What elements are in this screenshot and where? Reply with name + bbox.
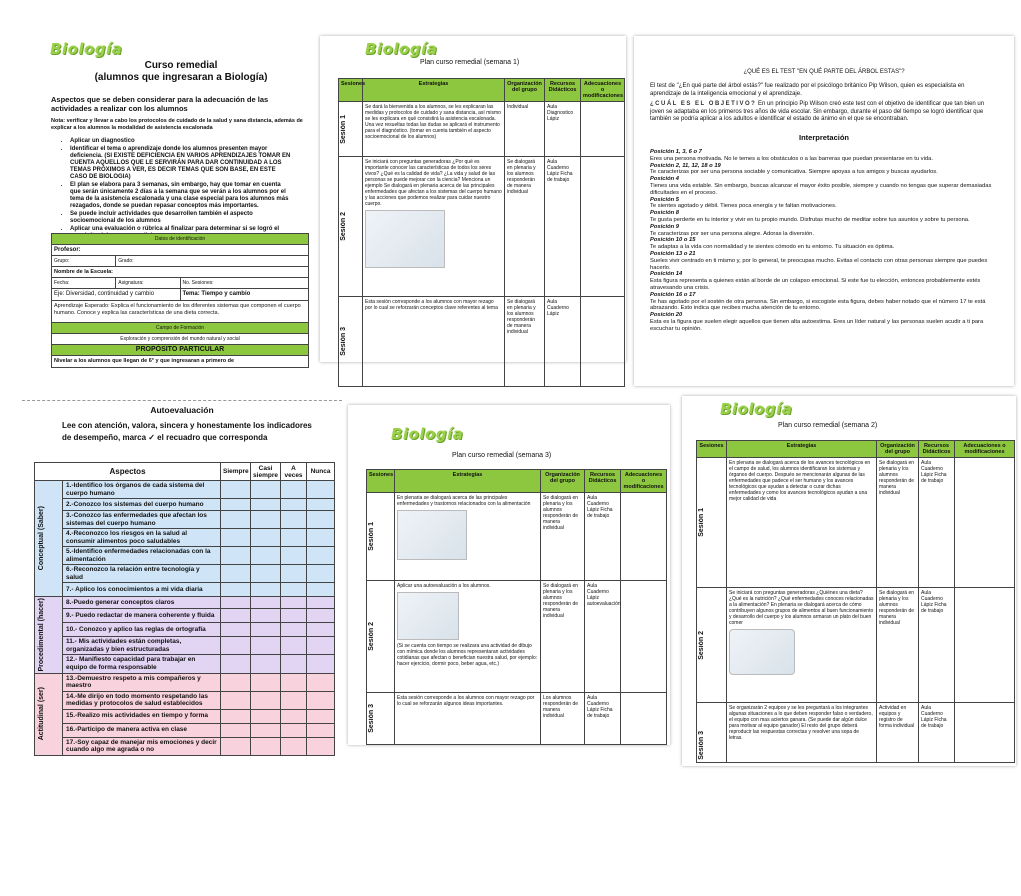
plan-table bbox=[366, 469, 667, 745]
check-siempre[interactable] bbox=[221, 637, 251, 655]
interp-text: Te sientes agotado y débil. Tienes poca energía y te faltan motivaciones. bbox=[650, 203, 837, 210]
body-systems-image bbox=[365, 210, 445, 268]
check-nunca[interactable] bbox=[307, 583, 335, 597]
check-casi[interactable] bbox=[251, 565, 281, 583]
aspect-item: 10.- Conozco y aplico las reglas de ortografía bbox=[63, 623, 221, 637]
group-label: Conceptual (Saber) bbox=[38, 506, 45, 571]
adapt-cell bbox=[581, 157, 625, 297]
session-label: Sesión 3 bbox=[698, 731, 705, 760]
col-estrategias: Estrategias bbox=[395, 470, 541, 493]
self-evaluation-thumbnail bbox=[397, 592, 459, 640]
interp-heading: Posición 9 bbox=[650, 223, 679, 230]
brand-logo: Biología bbox=[50, 40, 123, 58]
col-sesiones: Sesiones bbox=[697, 441, 727, 458]
col-estrategias: Estrategias bbox=[727, 441, 877, 458]
check-siempre[interactable] bbox=[221, 691, 251, 709]
note-text: Nota: verificar y llevar a cabo los protocolos de cuidado de la salud y sana distancia, además de explicar a los alumnos la modalidad de asistencia escalonada bbox=[51, 118, 303, 131]
fecha-label: Fecha: bbox=[52, 278, 116, 289]
check-casi[interactable] bbox=[251, 709, 281, 723]
session-cell bbox=[367, 493, 395, 581]
objective-label: ¿CUÁL ES EL OBJETIVO? bbox=[650, 101, 757, 107]
eval-title: Autoevaluación bbox=[150, 405, 214, 415]
org-cell: Se dialogará en plenaria y los alumnos responderán de manera individual bbox=[505, 157, 545, 297]
check-nunca[interactable] bbox=[307, 655, 335, 673]
brand-logo: Biología bbox=[391, 425, 464, 443]
aspect-item: 15.-Realizo mis actividades en tiempo y forma bbox=[63, 709, 221, 723]
aspect-item: 14.-Me dirijo en todo momento respetando las medidas y protocolos de salud establecidos bbox=[63, 691, 221, 709]
check-casi[interactable] bbox=[251, 583, 281, 597]
check-aveces[interactable] bbox=[281, 511, 307, 529]
page-self-evaluation bbox=[22, 400, 342, 770]
bullet-list bbox=[58, 138, 293, 241]
check-casi[interactable] bbox=[251, 623, 281, 637]
check-nunca[interactable] bbox=[307, 565, 335, 583]
interp-text: Te adaptas a la vida con normalidad y te sientes cómodo en tu entorno. Tu situación es óptima. bbox=[650, 244, 895, 251]
check-aveces[interactable] bbox=[281, 609, 307, 623]
strategy-cell: Esta sesión corresponde a los alumnos con mayor rezago por lo cual se reforzarán conceptos clave referentes al tema bbox=[363, 297, 505, 387]
interp-heading: Posición 10 o 15 bbox=[650, 237, 696, 244]
plan-title: Plan curso remedial (semana 2) bbox=[778, 422, 878, 429]
id-header: Datos de identificación bbox=[52, 234, 309, 245]
campo-header: Campo de Formación bbox=[52, 323, 309, 334]
resources-cell: Aula Cuaderno Lápiz Ficha de trabajo bbox=[545, 157, 581, 297]
check-nunca[interactable] bbox=[307, 709, 335, 723]
interp-text: Esta es la figura que suelen elegir aquellos que tienen alta autoestima. Eres un líder natural y las personas suelen acudir a ti para escuchar tu opinión. bbox=[650, 318, 984, 332]
interp-text: Te caracterizas por ser una persona sociable y comunicativa. Siempre apoyas a tus amigos y buscas ayudarlos. bbox=[650, 169, 938, 176]
session-label: Sesión 1 bbox=[368, 522, 375, 551]
col-estrategias: Estrategias bbox=[363, 79, 505, 102]
session-cell bbox=[339, 157, 363, 297]
identification-table bbox=[51, 233, 309, 368]
group-label-cell bbox=[35, 481, 63, 597]
check-siempre[interactable] bbox=[221, 597, 251, 609]
check-siempre[interactable] bbox=[221, 547, 251, 565]
campo-value: Exploración y comprensión del mundo natural y social bbox=[52, 334, 309, 345]
aspect-item: 11.- Mis actividades están completas, organizadas y bien estructuradas bbox=[63, 637, 221, 655]
session-cell bbox=[339, 102, 363, 157]
page-plan-week1 bbox=[320, 36, 626, 362]
aspect-item: 17.-Soy capaz de manejar mis emociones y decir cuando algo me agrada o no bbox=[63, 737, 221, 755]
aspect-item: 16.-Participo de manera activa en clase bbox=[63, 723, 221, 737]
resources-cell: Aula Cuaderno Lápiz Ficha de trabajo bbox=[585, 693, 621, 745]
interp-heading: Posición 13 o 21 bbox=[650, 250, 696, 257]
proposito-text: Nivelar a los alumnos que llegan de 6° y que ingresaran a primero de bbox=[52, 356, 309, 368]
session-label: Sesión 1 bbox=[698, 508, 705, 537]
food-plate-image bbox=[729, 629, 795, 675]
sesiones-label: No. Sesiones: bbox=[180, 278, 309, 289]
check-nunca[interactable] bbox=[307, 723, 335, 737]
test-intro: El test de "¿En qué parte del árbol estás?" fue realizado por el psicólogo británico Pip Wilson, quien es especialista en aprendizaje de la inteligencia emocional y el aprendizaje. bbox=[650, 83, 965, 97]
resources-cell: Aula Cuaderno Lápiz Ficha de trabajo bbox=[919, 588, 955, 703]
session-label: Sesión 1 bbox=[340, 114, 347, 144]
page-plan-week3 bbox=[348, 405, 670, 745]
check-aveces[interactable] bbox=[281, 597, 307, 609]
check-siempre[interactable] bbox=[221, 529, 251, 547]
page-plan-week2 bbox=[682, 396, 1016, 766]
col-casi: Casi siempre bbox=[251, 463, 281, 481]
session-cell bbox=[367, 581, 395, 693]
brand-logo: Biología bbox=[720, 400, 793, 418]
col-aspects: Aspectos bbox=[35, 463, 221, 481]
check-aveces[interactable] bbox=[281, 637, 307, 655]
session-label: Sesión 2 bbox=[368, 622, 375, 651]
check-siempre[interactable] bbox=[221, 565, 251, 583]
session-cell bbox=[339, 297, 363, 387]
plan-title: Plan curso remedial (semana 1) bbox=[420, 59, 520, 66]
adapt-cell bbox=[955, 588, 1015, 703]
check-siempre[interactable] bbox=[221, 709, 251, 723]
interp-heading: Posición 20 bbox=[650, 312, 683, 319]
check-aveces[interactable] bbox=[281, 673, 307, 691]
check-aveces[interactable] bbox=[281, 737, 307, 755]
brand-logo: Biología bbox=[365, 40, 438, 58]
check-siempre[interactable] bbox=[221, 655, 251, 673]
interp-heading: Posición 4 bbox=[650, 176, 679, 183]
check-siempre[interactable] bbox=[221, 481, 251, 499]
session-cell bbox=[697, 588, 727, 703]
check-aveces[interactable] bbox=[281, 709, 307, 723]
resources-cell: Aula Cuaderno Lápiz Ficha de trabajo bbox=[919, 458, 955, 588]
eval-instruction: Lee con atención, valora, sincera y honestamente los indicadores de desempeño, marca ✓ el recuadro que corresponda bbox=[62, 421, 312, 442]
check-nunca[interactable] bbox=[307, 499, 335, 511]
interp-text: Te caracterizas por ser una persona alegre. Adoras la diversión. bbox=[650, 230, 815, 237]
grado-label: Grado: bbox=[116, 256, 309, 267]
check-casi[interactable] bbox=[251, 499, 281, 511]
profesor-label: Profesor: bbox=[52, 245, 309, 256]
page-subtitle: (alumnos que ingresaran a Biología) bbox=[94, 72, 268, 83]
check-aveces[interactable] bbox=[281, 547, 307, 565]
interp-text: Te has agotado por el sostén de otra persona. Sin embargo, si escogiste esta figura, debes haber notado que el número 17 te está abrazando. Esto indica que recibes mucha atención de tu entorno. bbox=[650, 298, 986, 312]
interp-heading: Posición 16 o 17 bbox=[650, 291, 696, 298]
check-nunca[interactable] bbox=[307, 547, 335, 565]
check-nunca[interactable] bbox=[307, 481, 335, 499]
check-casi[interactable] bbox=[251, 597, 281, 609]
objective-text: En un principio Pip Wilson creó este test con el objetivo de identificar que tan bien un joven se adaptaba en los primeros tres años de vida escolar. Sin embargo, durante el paso del tiempo se logró identificar que también se podría aplicar a los adultos e identificar el estado de ánimo en el que se encontraban. bbox=[650, 101, 985, 122]
check-casi[interactable] bbox=[251, 481, 281, 499]
check-aveces[interactable] bbox=[281, 565, 307, 583]
adapt-cell bbox=[621, 693, 667, 745]
strategy-cell: Esta sesión corresponde a los alumnos con mayor rezago por lo cual se reforzarán algunos ideas importantes. bbox=[395, 693, 541, 745]
resources-cell: Aula Diagnostico Lápiz bbox=[545, 102, 581, 157]
check-nunca[interactable] bbox=[307, 597, 335, 609]
adapt-cell bbox=[581, 297, 625, 387]
strategy-cell: En plenaria se dialogará acerca de los avances tecnológicos en el campo de salud, los alumnos identificaran los sistemas y órganos del cuerpo. Después se mencionarán algunas de las enfermedades que padece el ser humano y los avances tecnológicos que ayudan a detectar o curar dichas enfermedades y como los avances tecnológicos ayudan a una mejor calidad de vida bbox=[727, 458, 877, 588]
interp-text: Te gusta perderte en tu interior y vivir en tu propio mundo. Disfrutas mucho de meditar sobre tus asuntos y sobre tu persona. bbox=[650, 216, 970, 223]
page-tree-test bbox=[634, 36, 1014, 386]
interp-heading: Posición 2, 11, 12, 18 o 19 bbox=[650, 162, 721, 169]
aspect-item: 13.-Demuestro respeto a mis compañeros y maestro bbox=[63, 673, 221, 691]
strategy-text: En plenaria se dialogará acerca de las principales enfermedades y trastornos relacionados con la alimentación bbox=[397, 495, 531, 507]
aspect-item: 3.-Conozco las enfermedades que afectan los sistemas del cuerpo humano bbox=[63, 511, 221, 529]
org-cell: Se dialogará en plenaria y los alumnos responderán de manera individual bbox=[541, 581, 585, 693]
interp-text: Tienes una vida estable. Sin embargo, buscas alcanzar el mayor éxito posible, siempre y cuando no tengas que superar demasiadas dificultades en el proceso. bbox=[650, 182, 992, 196]
col-siempre: Siempre bbox=[221, 463, 251, 481]
aspect-item: 12.- Manifiesto capacidad para trabajar en equipo de forma responsable bbox=[63, 655, 221, 673]
check-nunca[interactable] bbox=[307, 609, 335, 623]
list-item: • Se puede incluir actividades que desarrollen también el aspecto socioemocional de los alumnos bbox=[70, 211, 293, 225]
tema-label: Tema: Tiempo y cambio bbox=[180, 289, 309, 301]
interpretation-list bbox=[650, 149, 995, 333]
check-casi[interactable] bbox=[251, 673, 281, 691]
resources-cell: Aula Cuaderno Lápiz Ficha de trabajo bbox=[585, 493, 621, 581]
session-label: Sesión 2 bbox=[340, 212, 347, 241]
interp-text: Sueles vivir centrado en ti mismo y, por lo general, te preocupas mucho. Evitas el contacto con otras personas siempre que puedes hacerlo. bbox=[650, 257, 988, 271]
list-item: • Identificar el tema o aprendizaje donde los alumnos presenten mayor deficiencia. (SI EXISTE DEFICIENCIA EN VARIOS APRENDIZAJES TOMAR EN CUENTA AQUELLOS QUE LE SERVIRÁN PARA DAR CONTINUIDAD A LOS TEMAS PRÓXIMOS A VER, ES DECIR TEMAS QUE SON BASE, EN ESTE CASO DE BIOLOGIA) bbox=[70, 146, 293, 181]
check-siempre[interactable] bbox=[221, 673, 251, 691]
check-aveces[interactable] bbox=[281, 499, 307, 511]
digestive-system-image bbox=[397, 510, 467, 560]
col-recursos: Recursos Didácticos bbox=[919, 441, 955, 458]
escuela-label: Nombre de la Escuela: bbox=[52, 267, 309, 278]
interpretation-title: Interpretación bbox=[798, 133, 849, 142]
check-aveces[interactable] bbox=[281, 623, 307, 637]
check-siempre[interactable] bbox=[221, 499, 251, 511]
check-casi[interactable] bbox=[251, 637, 281, 655]
org-cell: Se dialogará en plenaria y los alumnos responderán de manera individual bbox=[877, 588, 919, 703]
adapt-cell bbox=[621, 581, 667, 693]
proposito-header: PROPÓSITO PARTICULAR bbox=[52, 345, 309, 356]
aspects-heading: Aspectos que se deben considerar para la adecuación de las actividades a realizar con los alumnos bbox=[51, 95, 269, 113]
session-label: Sesión 2 bbox=[698, 630, 705, 660]
list-item: • Aplicar una evaluación o rúbrica al finalizar para determinar si se logró el bbox=[70, 226, 293, 240]
check-siempre[interactable] bbox=[221, 583, 251, 597]
col-sesiones: Sesiones bbox=[339, 79, 363, 102]
resources-cell: Aula Cuaderno Lápiz Ficha de trabajo bbox=[919, 703, 955, 763]
check-casi[interactable] bbox=[251, 511, 281, 529]
col-recursos: Recursos Didácticos bbox=[585, 470, 621, 493]
aspect-item: 4.-Reconozco los riesgos en la salud al consumir alimentos poco saludables bbox=[63, 529, 221, 547]
strategy-text: Se iniciará con preguntas generadoras ¿Por qué es importante conocer las características de todos los seres vivos? ¿Qué es la calidad de vida? ¿La vida y salud de las personas se puede mejorar con la ciencia? Menciona un ejemplo Se dialogará en plenaria acerca de las principales enfermedades que afectan a los sistemas del cuerpo humano y las acciones que podemos realizar para cuidar nuestro cuerpo. bbox=[365, 159, 502, 207]
test-title: ¿QUÉ ES EL TEST "EN QUÉ PARTE DEL ÁRBOL ESTAS"? bbox=[743, 69, 905, 75]
org-cell: Los alumnos responderán de manera individual bbox=[541, 693, 585, 745]
aspect-item: 5.-Identifico enfermedades relacionadas con la alimentación bbox=[63, 547, 221, 565]
interp-text: Esta figura representa a quienes están al borde de un colapso emocional. Si este fue tu elección, entonces probablemente estés atravesando una crisis. bbox=[650, 278, 981, 291]
strategy-text: Aplicar una autoevaluación a los alumnos. bbox=[397, 583, 491, 589]
aspect-item: 7.- Aplico los conocimientos a mi vida diaria bbox=[63, 583, 221, 597]
page-title: Curso remedial bbox=[144, 60, 218, 71]
check-casi[interactable] bbox=[251, 691, 281, 709]
col-aveces: A veces bbox=[281, 463, 307, 481]
plan-table bbox=[696, 440, 1015, 763]
org-cell: Individual bbox=[505, 102, 545, 157]
check-aveces[interactable] bbox=[281, 691, 307, 709]
list-item: • El plan se elabora para 3 semanas, sin embargo, hay que tomar en cuenta que serán únicamente 2 días a la semana que se verán a los alumnos por el tema de la asistencia escalonada y una clase especial para los alumnos más rezagados, donde se puedan repasar conceptos más importantes. bbox=[70, 182, 293, 210]
check-siempre[interactable] bbox=[221, 623, 251, 637]
check-aveces[interactable] bbox=[281, 529, 307, 547]
check-siempre[interactable] bbox=[221, 511, 251, 529]
plan-title: Plan curso remedial (semana 3) bbox=[452, 452, 552, 459]
session-cell bbox=[367, 693, 395, 745]
check-nunca[interactable] bbox=[307, 691, 335, 709]
col-adecuaciones: Adecuaciones o modificaciones bbox=[581, 79, 625, 102]
check-aveces[interactable] bbox=[281, 583, 307, 597]
strategy-cell bbox=[363, 157, 505, 297]
group-label: Procedimental (hacer) bbox=[38, 598, 45, 672]
interp-heading: Posición 14 bbox=[650, 271, 683, 278]
check-casi[interactable] bbox=[251, 655, 281, 673]
check-aveces[interactable] bbox=[281, 481, 307, 499]
col-sesiones: Sesiones bbox=[367, 470, 395, 493]
strategy-cell: Se organizarán 2 equipos y se les preguntará a los integrantes algunas situaciones a lo que deben responder falso o verdadero, el equipo con mas aciertos ganara. (Se puede dar algún dulce para motivar al equipo ganador) El resto del grupo deberá reproducir las respuestas correctas y resolver una sopa de letras. bbox=[727, 703, 877, 763]
check-casi[interactable] bbox=[251, 529, 281, 547]
col-nunca: Nunca bbox=[307, 463, 335, 481]
col-recursos: Recursos Didácticos bbox=[545, 79, 581, 102]
check-casi[interactable] bbox=[251, 609, 281, 623]
strategy-cell bbox=[395, 493, 541, 581]
interp-heading: Posición 1, 3, 6 o 7 bbox=[650, 149, 702, 155]
objective-block bbox=[650, 101, 995, 124]
ruler-strip bbox=[22, 400, 342, 403]
check-nunca[interactable] bbox=[307, 673, 335, 691]
session-cell bbox=[697, 703, 727, 763]
group-label: Actitudinal (ser) bbox=[38, 687, 45, 741]
check-nunca[interactable] bbox=[307, 511, 335, 529]
strategy-note: (Si se cuenta con tiempo se realizara una actividad de dibujo con mímica donde los alumnos representaran actividades cotidianas que afectan o benefician nuestra salud, por ejemplo: hacer ejercicio, dormir poco, beber agua, etc.) bbox=[397, 643, 538, 667]
aspect-item: 6.-Reconozco la relación entre tecnología y salud bbox=[63, 565, 221, 583]
col-organizacion: Organización del grupo bbox=[877, 441, 919, 458]
session-cell bbox=[697, 458, 727, 588]
org-cell: Se dialogará en plenaria y los alumnos responderán de manera individual bbox=[505, 297, 545, 387]
evaluation-table bbox=[34, 462, 335, 756]
interp-heading: Posición 5 bbox=[650, 196, 679, 203]
check-nunca[interactable] bbox=[307, 737, 335, 755]
strategy-cell bbox=[727, 588, 877, 703]
aspect-item: 8.-Puedo generar conceptos claros bbox=[63, 597, 221, 609]
resources-cell: Aula Cuaderno Lápiz autoevaluación bbox=[585, 581, 621, 693]
check-siempre[interactable] bbox=[221, 737, 251, 755]
group-label-cell bbox=[35, 673, 63, 755]
col-organizacion: Organización del grupo bbox=[505, 79, 545, 102]
resources-cell: Aula Cuaderno Lápiz bbox=[545, 297, 581, 387]
check-casi[interactable] bbox=[251, 723, 281, 737]
check-nunca[interactable] bbox=[307, 637, 335, 655]
check-siempre[interactable] bbox=[221, 723, 251, 737]
col-adecuaciones: Adecuaciones o modificaciones bbox=[955, 441, 1015, 458]
adapt-cell bbox=[955, 458, 1015, 588]
aprendizaje-text: Aprendizaje Esperado: Explica el funcionamiento de los diferentes sistemas que componen el cuerpo humano. Conoce y explica las características de una dieta correcta. bbox=[52, 301, 309, 323]
interp-heading: Posición 8 bbox=[650, 210, 679, 217]
check-aveces[interactable] bbox=[281, 655, 307, 673]
interp-text: Eres una persona motivada. No le temes a los obstáculos o a las barreras que puedan presentarse en tu vida. bbox=[650, 155, 933, 162]
org-cell: Se dialogará en plenaria y los alumnos responderán de manera individual bbox=[541, 493, 585, 581]
asignatura-label: Asignatura: bbox=[116, 278, 180, 289]
adapt-cell bbox=[621, 493, 667, 581]
group-label-cell bbox=[35, 597, 63, 674]
aspect-item: 1.-Identifico los órganos de cada sistema del cuerpo humano bbox=[63, 481, 221, 499]
org-cell: Actividad en equipos y registro de forma individual bbox=[877, 703, 919, 763]
org-cell: Se dialogará en plenaria y los alumnos responderán de manera individual bbox=[877, 458, 919, 588]
session-label: Sesión 3 bbox=[340, 327, 347, 356]
check-nunca[interactable] bbox=[307, 529, 335, 547]
aspect-item: 2.-Conozco los sistemas del cuerpo humano bbox=[63, 499, 221, 511]
strategy-text: Se iniciará con preguntas generadoras ¿Quiénes una dieta? ¿Qué es la nutrición? ¿Qué enfermedades conoces relacionadas a la alimentación? En plenaria se dialogará acerca de cómo contribuyen algunos grupos de alimentos al buen funcionamiento y desarrollo del cuerpo y los alumnos armaran un plato del buen comer bbox=[729, 590, 874, 626]
adapt-cell bbox=[581, 102, 625, 157]
strategy-cell bbox=[395, 581, 541, 693]
col-adecuaciones: Adecuaciones o modificaciones bbox=[621, 470, 667, 493]
check-casi[interactable] bbox=[251, 737, 281, 755]
check-nunca[interactable] bbox=[307, 623, 335, 637]
list-item: • Aplicar un diagnostico bbox=[70, 138, 293, 145]
aspect-item: 9.- Puedo redactar de manera coherente y fluida bbox=[63, 609, 221, 623]
check-casi[interactable] bbox=[251, 547, 281, 565]
strategy-cell: Se dará la bienvenida a los alumnos, se les explicaran las medidas y protocolos de cuidado y sana distancia, así mismo se les explicara en qué consistirá la asistencia escalonada. Una vez resueltas todas las dudas se aplicará el instrumento para el diagnóstico. (tomar en cuenta también el aspecto socioemocional de los alumnos) bbox=[363, 102, 505, 157]
adapt-cell bbox=[955, 703, 1015, 763]
eje-label: Eje: Diversidad, continuidad y cambio bbox=[52, 289, 181, 301]
plan-table bbox=[338, 78, 625, 387]
grupo-label: Grupo: bbox=[52, 256, 116, 267]
check-aveces[interactable] bbox=[281, 723, 307, 737]
session-label: Sesión 3 bbox=[368, 704, 375, 733]
page-course-intro bbox=[48, 38, 314, 364]
col-organizacion: Organización del grupo bbox=[541, 470, 585, 493]
check-siempre[interactable] bbox=[221, 609, 251, 623]
